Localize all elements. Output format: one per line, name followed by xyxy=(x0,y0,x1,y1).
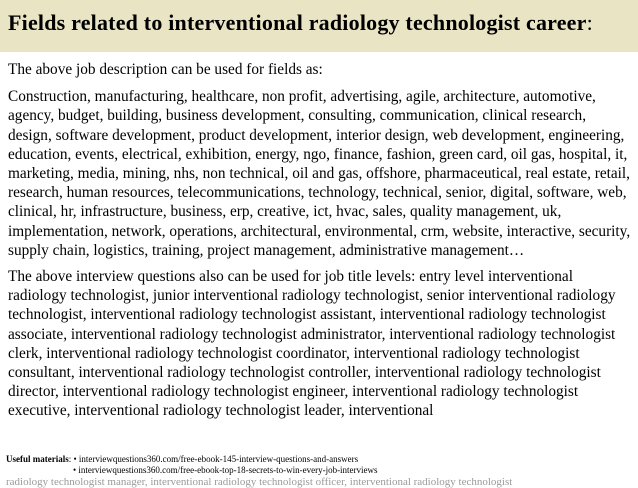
footer-link-1[interactable]: • interviewquestions360.com/free-ebook-145-interview-questions-and-answers xyxy=(73,454,359,464)
intro-text: The above job description can be used for fields as: xyxy=(8,61,323,78)
page-title-colon: : xyxy=(586,10,593,35)
job-levels-paragraph: The above interview questions also can be used for job title levels: entry level interventional radiology technologist, junior interventional radiology technologist, senior interventional radiology technologist, interventional radiology technologist assistant, interventional radiology technologist associate, interventional radiology technologist administrator, interventional radiology technologist clerk, interventional radiology technologist coordinator, interventional radiology technologist consultant, interventional radiology technologist controller, interventional radiology technologist director, interventional radiology technologist engineer, interventional radiology technologist executive, interventional radiology technologist leader, interventional xyxy=(8,268,616,420)
main-content xyxy=(8,60,632,428)
footer-label: Useful materials xyxy=(6,454,69,464)
footer-separator: : xyxy=(68,454,74,464)
footer-row-1 xyxy=(6,454,638,465)
footer-link-2[interactable]: • interviewquestions360.com/free-ebook-top-18-secrets-to-win-every-job-interviews xyxy=(73,464,378,475)
page-title xyxy=(8,10,630,36)
footer-overflow-text: radiology technologist manager, interventional radiology technologist officer, interventional radiology technologist xyxy=(6,476,513,488)
footer-row-2 xyxy=(6,465,638,476)
footer xyxy=(0,452,638,488)
title-bar xyxy=(0,0,638,52)
fields-paragraph: Construction, manufacturing, healthcare, non profit, advertising, agile, architecture, automotive, agency, budget, building, business development, consulting, communication, clinical research, design, software development, product development, interior design, web development, engineering, education, events, electrical, exhibition, energy, ngo, finance, fashion, green card, oil gas, hospital, it, marketing, media, mining, nhs, non technical, oil and gas, offshore, pharmaceutical, real estate, retail, research, human resources, telecommunications, technology, technical, senior, digital, software, web, clinical, hr, infrastructure, business, erp, creative, ict, hvac, sales, quality management, uk, implementation, network, operations, architectural, environmental, crm, website, interactive, security, supply chain, logistics, training, project management, administrative management… xyxy=(8,88,631,259)
page-title-text: Fields related to interventional radiology technologist career xyxy=(8,10,587,35)
